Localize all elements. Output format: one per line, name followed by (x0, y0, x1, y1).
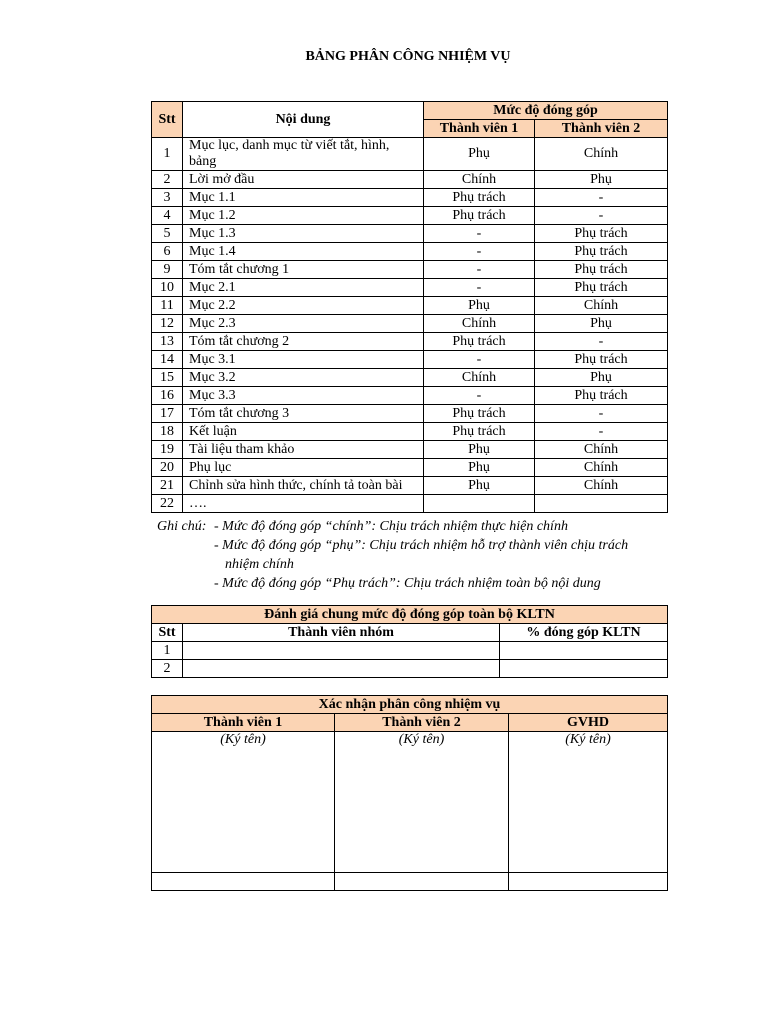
task-member-1: Chính (424, 369, 535, 387)
task-member-1: - (424, 387, 535, 405)
task-content: Mục 2.3 (183, 315, 424, 333)
task-content: Mục 3.1 (183, 351, 424, 369)
task-row (152, 315, 668, 333)
note-line-main: - Mức độ đóng góp “chính”: Chịu trách nhiệm thực hiện chính (214, 519, 568, 534)
task-content: Mục 2.1 (183, 279, 424, 297)
task-member-1: Phụ (424, 138, 535, 171)
task-content: Mục 1.4 (183, 243, 424, 261)
eval-percent-cell[interactable] (500, 642, 668, 660)
task-member-1: Chính (424, 171, 535, 189)
task-member-1: - (424, 279, 535, 297)
task-row (152, 225, 668, 243)
task-rows (152, 138, 668, 513)
task-member-2: Phụ trách (535, 225, 668, 243)
task-stt: 20 (152, 459, 183, 477)
task-member-1: Phụ (424, 297, 535, 315)
task-stt: 18 (152, 423, 183, 441)
task-content: Tóm tắt chương 1 (183, 261, 424, 279)
task-row (152, 423, 668, 441)
eval-member-cell[interactable] (183, 660, 500, 678)
task-content: Tóm tắt chương 2 (183, 333, 424, 351)
task-member-2: Phụ trách (535, 243, 668, 261)
task-row (152, 477, 668, 495)
task-stt: 4 (152, 207, 183, 225)
confirmation-table (151, 695, 668, 891)
eval-percent-cell[interactable] (500, 660, 668, 678)
task-row (152, 351, 668, 369)
task-stt: 3 (152, 189, 183, 207)
task-row (152, 387, 668, 405)
note-line-responsible: - Mức độ đóng góp “Phụ trách”: Chịu trách nhiệm toàn bộ nội dung (214, 576, 601, 591)
confirmation-title: Xác nhận phân công nhiệm vụ (152, 696, 668, 714)
task-stt: 1 (152, 138, 183, 171)
task-stt: 11 (152, 297, 183, 315)
task-member-1: Phụ (424, 459, 535, 477)
eval-header-member: Thành viên nhóm (183, 624, 500, 642)
task-stt: 21 (152, 477, 183, 495)
task-member-2: - (535, 423, 668, 441)
name-member-2-cell[interactable] (335, 873, 509, 891)
task-row (152, 261, 668, 279)
task-member-2: - (535, 207, 668, 225)
task-member-2: Phụ (535, 171, 668, 189)
eval-row-stt: 1 (152, 642, 183, 660)
task-member-1: Phụ trách (424, 405, 535, 423)
task-member-1: - (424, 351, 535, 369)
task-member-2: Chính (535, 459, 668, 477)
task-row (152, 138, 668, 171)
task-content: Lời mở đầu (183, 171, 424, 189)
task-member-1: - (424, 225, 535, 243)
task-content: Mục 3.2 (183, 369, 424, 387)
task-content: Mục 1.1 (183, 189, 424, 207)
task-member-2: Phụ (535, 369, 668, 387)
eval-member-cell[interactable] (183, 642, 500, 660)
task-content: Phụ lục (183, 459, 424, 477)
task-stt: 2 (152, 171, 183, 189)
task-content: Tóm tắt chương 3 (183, 405, 424, 423)
task-member-2: Chính (535, 138, 668, 171)
confirm-header-member-2: Thành viên 2 (335, 714, 509, 732)
header-member-1: Thành viên 1 (424, 120, 535, 138)
eval-header-percent: % đóng góp KLTN (500, 624, 668, 642)
task-content: Mục 2.2 (183, 297, 424, 315)
task-member-1: Phụ trách (424, 333, 535, 351)
task-stt: 16 (152, 387, 183, 405)
task-member-2: Chính (535, 477, 668, 495)
task-member-1: Phụ trách (424, 189, 535, 207)
task-member-2: Phụ trách (535, 387, 668, 405)
task-content: Mục 1.3 (183, 225, 424, 243)
task-member-2: - (535, 333, 668, 351)
task-member-2: Phụ trách (535, 351, 668, 369)
task-content: …. (183, 495, 424, 513)
task-content: Mục 1.2 (183, 207, 424, 225)
task-member-1 (424, 495, 535, 513)
eval-header-stt: Stt (152, 624, 183, 642)
header-stt: Stt (152, 102, 183, 138)
task-stt: 15 (152, 369, 183, 387)
signature-member-1[interactable]: (Ký tên) (152, 732, 335, 873)
task-row (152, 171, 668, 189)
task-row (152, 369, 668, 387)
evaluation-title: Đánh giá chung mức độ đóng góp toàn bộ KLTN (152, 606, 668, 624)
task-content: Mục lục, danh mục từ viết tắt, hình, bảng (183, 138, 424, 171)
confirm-header-member-1: Thành viên 1 (152, 714, 335, 732)
task-stt: 5 (152, 225, 183, 243)
task-stt: 14 (152, 351, 183, 369)
header-member-2: Thành viên 2 (535, 120, 668, 138)
task-row (152, 459, 668, 477)
name-member-1-cell[interactable] (152, 873, 335, 891)
task-member-2 (535, 495, 668, 513)
task-row (152, 243, 668, 261)
signature-member-2[interactable]: (Ký tên) (335, 732, 509, 873)
task-content: Kết luận (183, 423, 424, 441)
task-row (152, 279, 668, 297)
task-member-1: - (424, 243, 535, 261)
task-member-1: Phụ (424, 477, 535, 495)
task-row (152, 297, 668, 315)
task-member-2: - (535, 189, 668, 207)
task-member-1: Phụ trách (424, 207, 535, 225)
task-member-2: - (535, 405, 668, 423)
task-content: Mục 3.3 (183, 387, 424, 405)
task-row (152, 189, 668, 207)
page-title: BẢNG PHÂN CÔNG NHIỆM VỤ (305, 49, 511, 64)
task-stt: 17 (152, 405, 183, 423)
task-member-2: Phụ trách (535, 261, 668, 279)
task-row (152, 495, 668, 513)
task-member-2: Chính (535, 297, 668, 315)
eval-row-stt: 2 (152, 660, 183, 678)
name-advisor-cell[interactable] (509, 873, 668, 891)
task-stt: 12 (152, 315, 183, 333)
task-member-1: Phụ (424, 441, 535, 459)
task-stt: 6 (152, 243, 183, 261)
task-stt: 13 (152, 333, 183, 351)
task-member-2: Phụ (535, 315, 668, 333)
task-member-1: Chính (424, 315, 535, 333)
task-stt: 10 (152, 279, 183, 297)
task-row (152, 405, 668, 423)
signature-advisor[interactable]: (Ký tên) (509, 732, 668, 873)
task-member-2: Chính (535, 441, 668, 459)
task-row (152, 441, 668, 459)
task-stt: 22 (152, 495, 183, 513)
task-assignment-table (151, 101, 668, 513)
note-line-support: - Mức độ đóng góp “phụ”: Chịu trách nhiệm hỗ trợ thành viên chịu trách (214, 538, 629, 553)
task-member-2: Phụ trách (535, 279, 668, 297)
task-stt: 19 (152, 441, 183, 459)
task-content: Chỉnh sửa hình thức, chính tả toàn bài (183, 477, 424, 495)
task-stt: 9 (152, 261, 183, 279)
notes (157, 517, 628, 593)
confirm-header-advisor: GVHD (509, 714, 668, 732)
task-row (152, 333, 668, 351)
notes-label: Ghi chú: (157, 519, 207, 534)
task-member-1: - (424, 261, 535, 279)
evaluation-table (151, 605, 668, 678)
header-contribution-level: Mức độ đóng góp (424, 102, 668, 120)
task-row (152, 207, 668, 225)
task-member-1: Phụ trách (424, 423, 535, 441)
note-line-support-cont: nhiệm chính (225, 557, 294, 572)
header-content: Nội dung (183, 102, 424, 138)
task-content: Tài liệu tham khảo (183, 441, 424, 459)
